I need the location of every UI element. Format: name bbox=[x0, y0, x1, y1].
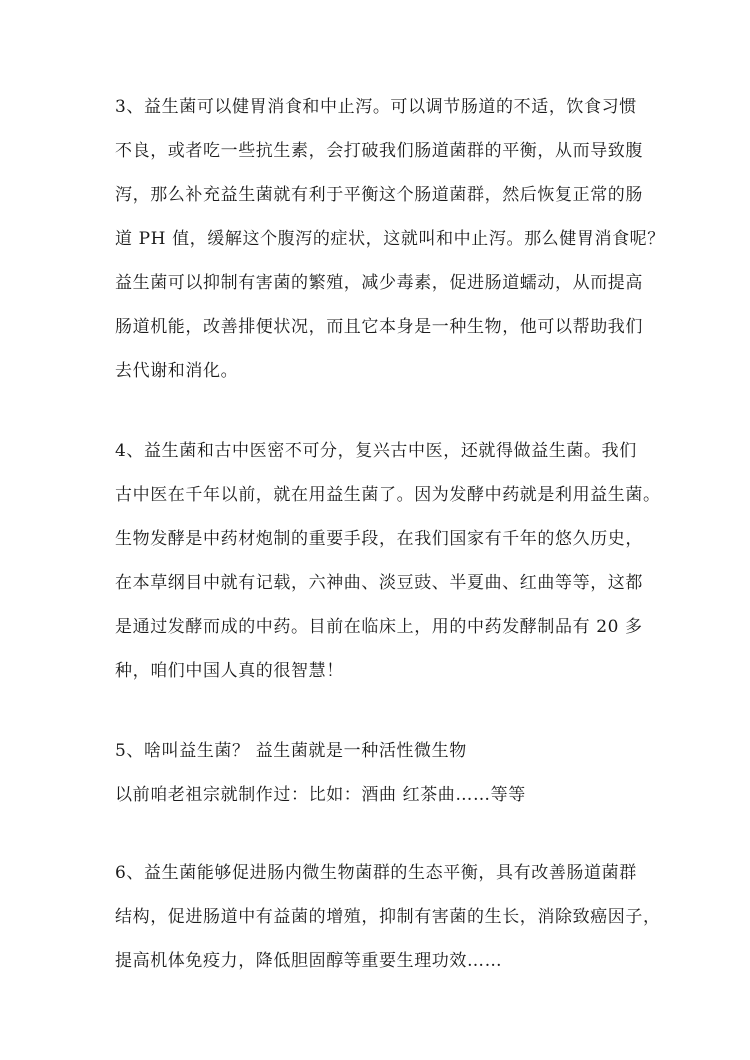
section-3-line-5: 益生菌可以抑制有害菌的繁殖，减少毒素，促进肠道蠕动，从而提高 bbox=[115, 273, 643, 293]
section-5-line-2: 以前咱老祖宗就制作过：比如：酒曲 红茶曲……等等 bbox=[115, 785, 526, 805]
section-3-line-1: 3、益生菌可以健胃消食和中止泻。可以调节肠道的不适，饮食习惯 bbox=[115, 97, 637, 117]
section-3-line-7: 去代谢和消化。 bbox=[115, 361, 239, 381]
section-3-line-2: 不良，或者吃一些抗生素，会打破我们肠道菌群的平衡，从而导致腹 bbox=[115, 141, 643, 161]
section-6-line-3: 提高机体免疫力，降低胆固醇等重要生理功效…… bbox=[115, 951, 503, 971]
section-3-line-6: 肠道机能，改善排便状况，而且它本身是一种生物，他可以帮助我们 bbox=[115, 317, 643, 337]
section-5-line-1: 5、啥叫益生菌？ 益生菌就是一种活性微生物 bbox=[115, 741, 467, 761]
section-3-line-3: 泻，那么补充益生菌就有利于平衡这个肠道菌群，然后恢复正常的肠 bbox=[115, 185, 643, 205]
section-6-line-2: 结构，促进肠道中有益菌的增殖，抑制有害菌的生长，消除致癌因子， bbox=[115, 907, 661, 927]
section-4-line-4: 在本草纲目中就有记载，六神曲、淡豆豉、半夏曲、红曲等等，这都 bbox=[115, 573, 643, 593]
section-3-line-4: 道 PH 值，缓解这个腹泻的症状，这就叫和中止泻。那么健胃消食呢？ bbox=[115, 229, 665, 249]
section-4-line-6: 种，咱们中国人真的很智慧！ bbox=[115, 661, 344, 681]
section-4-line-2: 古中医在千年以前，就在用益生菌了。因为发酵中药就是利用益生菌。 bbox=[115, 485, 661, 505]
section-6-line-1: 6、益生菌能够促进肠内微生物菌群的生态平衡，具有改善肠道菌群 bbox=[115, 863, 637, 883]
section-4-line-5: 是通过发酵而成的中药。目前在临床上，用的中药发酵制品有 20 多 bbox=[115, 617, 643, 637]
section-4-line-1: 4、益生菌和古中医密不可分，复兴古中医，还就得做益生菌。我们 bbox=[115, 441, 637, 461]
section-4-line-3: 生物发酵是中药材炮制的重要手段，在我们国家有千年的悠久历史， bbox=[115, 529, 643, 549]
